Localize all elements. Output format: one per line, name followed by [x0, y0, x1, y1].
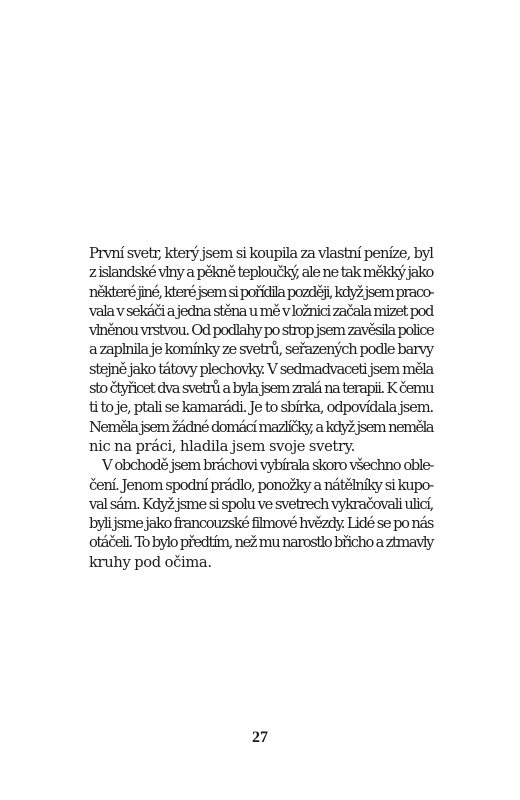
body-text — [89, 244, 433, 572]
paragraph-1-line-2: z islandské vlny a pěkně teploučký, ale ne tak měkký jako — [89, 264, 433, 282]
paragraph-2-line-3: val sám. Když jsme si spolu ve svetrech vykračovali ulicí, — [89, 495, 433, 513]
paragraph-1-line-4: vala v sekáči a jedna stěna u mě v ložnici začala mizet pod — [89, 302, 433, 320]
paragraph-1-line-3: některé jiné, které jsem si pořídila později, když jsem praco- — [89, 283, 433, 301]
paragraph-1-line-1: První svetr, který jsem si koupila za vlastní peníze, byl — [89, 245, 433, 262]
paragraph-1-line-7: stejně jako tátovy plechovky. V sedmadvaceti jsem měla — [89, 360, 433, 378]
paragraph-1-line-9: ti to je, ptali se kamarádi. Je to sbírka, odpovídala jsem. — [89, 399, 433, 417]
paragraph-2-line-1: V obchodě jsem bráchovi vybírala skoro všechno oble- — [102, 457, 433, 475]
paragraph-2-line-6: kruhy pod očima. — [89, 553, 212, 571]
paragraph-1-line-11: nic na práci, hladila jsem svoje svetry. — [89, 437, 355, 455]
paragraph-1-line-8: sto čtyřicet dva svetrů a byla jsem zralá na terapii. K čemu — [89, 380, 433, 398]
paragraph-1-line-10: Neměla jsem žádné domácí mazlíčky, a když jsem neměla — [89, 418, 433, 436]
paragraph-2-line-5: otáčeli. To bylo předtím, než mu narostlo břicho a ztmavly — [89, 534, 433, 552]
paragraph-2-line-2: čení. Jenom spodní prádlo, ponožky a nátělníky si kupo- — [89, 476, 433, 494]
paragraph-2-line-4: byli jsme jako francouzské filmové hvězdy. Lidé se po nás — [89, 515, 433, 533]
paragraph-1-line-6: a zaplnila je komínky ze svetrů, seřazených podle barvy — [89, 341, 433, 359]
paragraph-1-line-5: vlněnou vrstvou. Od podlahy po strop jsem zavěsila police — [89, 322, 434, 340]
page-number: 27 — [252, 729, 268, 746]
